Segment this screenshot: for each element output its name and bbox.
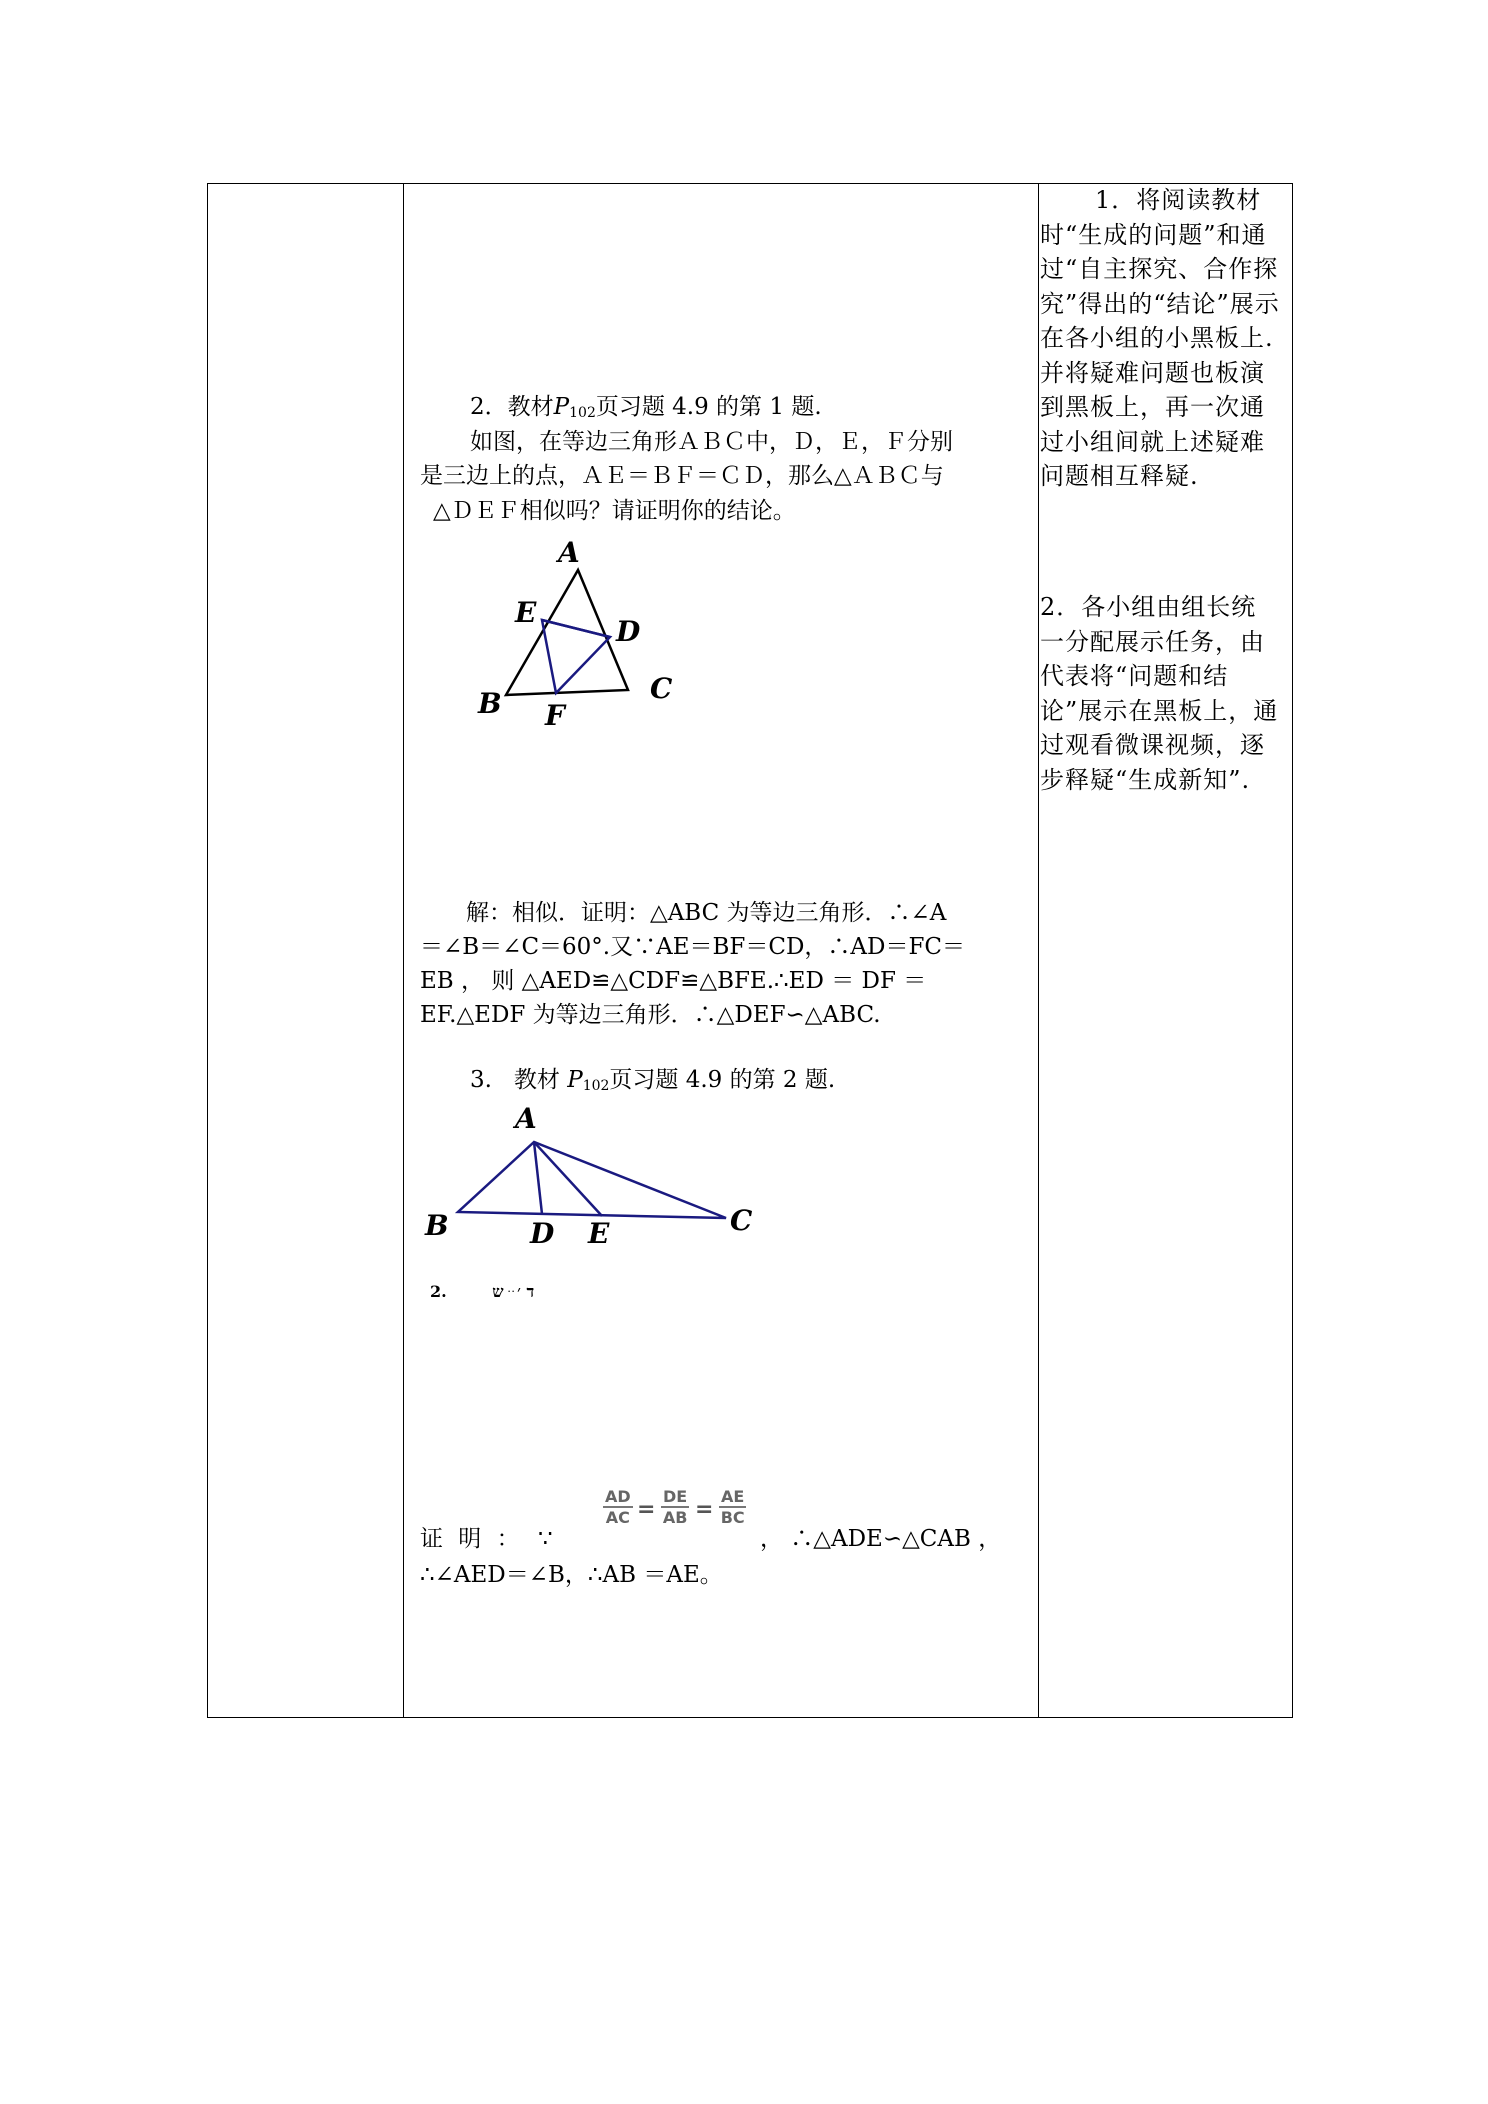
label-e: E xyxy=(515,596,537,629)
equals-sign-2: = xyxy=(695,1497,714,1522)
side-note-2: 2．各小组由组长统一分配展示任务，由代表将“问题和结论”展示在黑板上，通过观看微课视频，逐步释疑“生成新知”. xyxy=(1040,593,1279,794)
segment-ad xyxy=(534,1142,542,1214)
problem2-line2: 是三边上的点，ＡＥ＝ＢＦ＝ＣＤ，那么△ＡＢＣ与 xyxy=(420,463,944,489)
solution-line4: EF.△EDF 为等边三角形．∴△DEF∽△ABC. xyxy=(420,1002,881,1028)
fraction-de-ab: $\frac{DE}{AB}$ xyxy=(662,1487,688,1527)
label-c: C xyxy=(650,672,673,705)
proof-line2: ∴∠AED＝∠B，∴AB ＝AE。 xyxy=(420,1562,723,1588)
fraction-ae-bc: $\frac{AE}{BC}$ xyxy=(720,1487,745,1527)
solution-line1: 解：相似．证明：△ABC 为等边三角形．∴∠A xyxy=(466,900,947,926)
because-symbol: ∵ xyxy=(538,1526,553,1552)
problem3-heading: 3. 教材 $P_{102}$页习题 4.9 的第 2 题. xyxy=(470,1067,836,1094)
label-d2: D xyxy=(530,1217,555,1250)
side-note-1: 1．将阅读教材时“生成的问题”和通过“自主探究、合作探究”得出的“结论”展示在各小组的小黑板上.并将疑难问题也板演到黑板上，再一次通过小组间就上述疑难问题相互释疑. xyxy=(1040,186,1280,490)
proof-prefix: 证 明 ： xyxy=(420,1526,524,1552)
column-divider-1 xyxy=(403,184,404,1717)
label-a2: A xyxy=(515,1102,537,1135)
label-a: A xyxy=(558,536,580,569)
label-c2: C xyxy=(730,1204,753,1237)
triangle-abc-figure-2 xyxy=(420,1098,780,1258)
equilateral-triangle-figure xyxy=(470,535,700,735)
problem2-line3: △ＤＥＦ相似吗？请证明你的结论。 xyxy=(433,498,796,524)
label-d: D xyxy=(616,615,641,648)
label-e2: E xyxy=(588,1217,610,1250)
segment-ae xyxy=(534,1142,602,1216)
solution-line2: ＝∠B＝∠C＝60°.又∵AE＝BF＝CD，∴AD＝FC＝ xyxy=(420,934,966,960)
label-b: B xyxy=(478,687,502,720)
label-b2: B xyxy=(425,1209,449,1242)
fraction-ad-ac: $\frac{AD}{AC}$ xyxy=(605,1487,631,1527)
proof-conclusion: ， ∴△ADE∽△CAB ， xyxy=(760,1526,1002,1552)
problem2-line1: 如图，在等边三角形ＡＢＣ中，Ｄ，Ｅ，Ｆ分别 xyxy=(470,429,953,455)
equals-sign-1: = xyxy=(637,1497,656,1522)
column-divider-2 xyxy=(1038,184,1039,1717)
triangle-abc xyxy=(506,570,628,695)
solution-line3: EB ， 则 △AED≌△CDF≌△BFE.∴ED ＝ DF ＝ xyxy=(420,968,927,994)
label-f: F xyxy=(545,699,565,732)
triangle-edf xyxy=(542,620,610,693)
problem2-heading: 2．教材$P_{102}$页习题 4.9 的第 1 题. xyxy=(470,394,822,421)
garbled-formula-line: 2. ד ׳ ּ ּ ש xyxy=(430,1282,535,1301)
